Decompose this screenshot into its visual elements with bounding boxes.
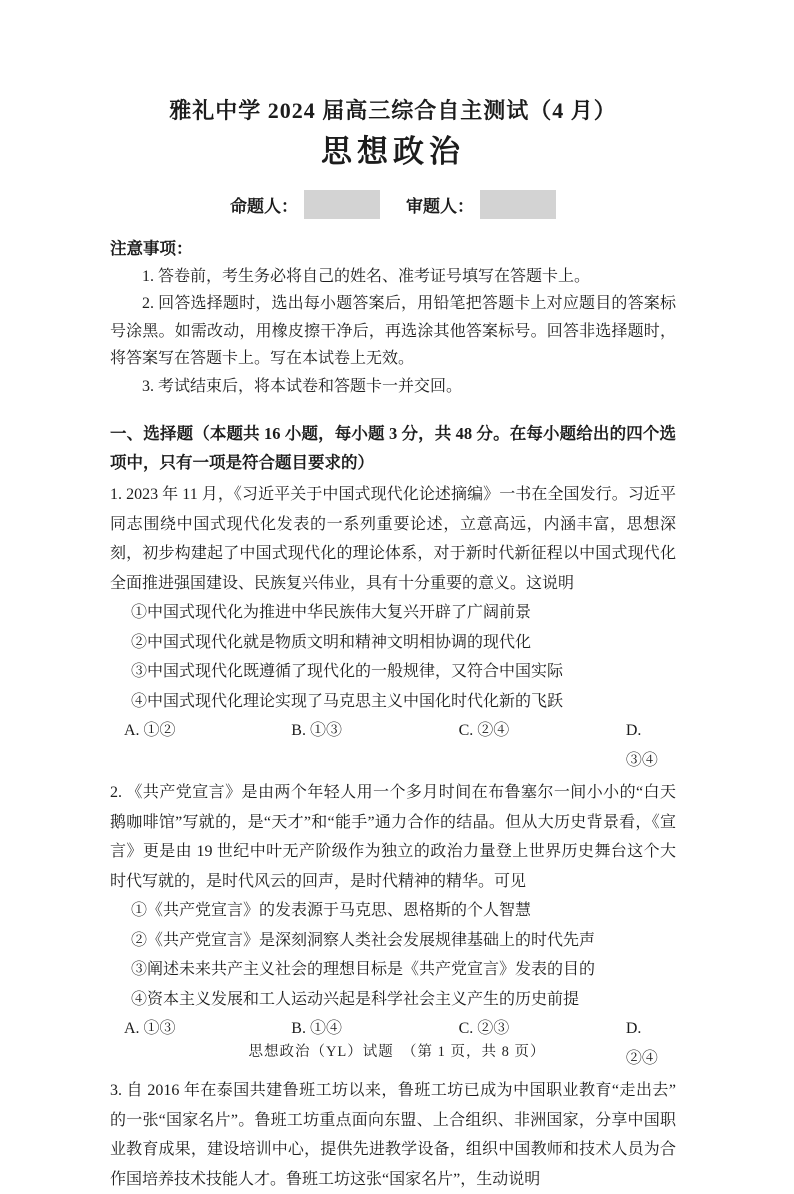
question-option: ①《共产党宣言》的发表源于马克思、恩格斯的个人智慧: [131, 902, 532, 919]
choice-a: A. ①②: [124, 722, 176, 739]
question-2: [110, 778, 676, 1073]
section-heading: 一、选择题（本题共 16 小题，每小题 3 分，共 48 分。在每小题给出的四个选项中，只有一项是符合题目要求的）: [110, 424, 676, 472]
notice-heading: 注意事项：: [110, 239, 193, 258]
subject-title: 思想政治: [321, 134, 465, 169]
notice-item: 2. 回答选择题时，选出每小题答案后，用铅笔把答题卡上对应题目的答案标号涂黑。如需改动，用橡皮擦干净后，再选涂其他答案标号。回答非选择题时，将答案写在答题卡上。写在本试卷上无效。: [110, 295, 676, 367]
question-option: ①中国式现代化为推进中华民族伟大复兴开辟了广阔前景: [131, 604, 532, 621]
choice-d: D. ③④: [625, 722, 658, 769]
question-stem: 2. 《共产党宣言》是由两个年轻人用一个多月时间在布鲁塞尔一间小小的“白天鹅咖啡馆”写就的，是“天才”和“能手”通力合作的结晶。但从大历史背景看，《宣言》更是由 19 世纪中叶无产阶级作为独立的政治力量登上世界历史舞台这个大时代写就的，是时代风云的回声，是时代精神的精华。可见: [110, 784, 676, 890]
authors-row: [110, 190, 676, 219]
choice-b: B. ①④: [291, 1020, 342, 1037]
question-option: ②中国式现代化就是物质文明和精神文明相协调的现代化: [131, 633, 532, 651]
question-option: ④中国式现代化理论实现了马克思主义中国化时代化新的飞跃: [131, 692, 564, 710]
setter-redaction-box: [304, 190, 380, 219]
reviewer-group: [406, 190, 556, 219]
question-option: ③阐述未来共产主义社会的理想目标是《共产党宣言》发表的目的: [131, 961, 596, 978]
notice-item: 1. 答卷前，考生务必将自己的姓名、准考证号填写在答题卡上。: [142, 267, 591, 285]
page-content: [110, 96, 676, 1194]
question-option: ②《共产党宣言》是深刻洞察人类社会发展规律基础上的时代先声: [131, 931, 596, 949]
page-footer: 思想政治（YL）试题 （第 1 页，共 8 页）: [248, 1044, 546, 1060]
question-option: ③中国式现代化既遵循了现代化的一般规律，又符合中国实际: [131, 663, 564, 680]
setter-group: [230, 190, 380, 219]
notice-section: [110, 235, 676, 400]
question-1: [110, 480, 676, 775]
notice-item: 3. 考试结束后，将本试卷和答题卡一并交回。: [142, 377, 463, 395]
question-stem: 3. 自 2016 年在泰国共建鲁班工坊以来，鲁班工坊已成为中国职业教育“走出去”的一张“国家名片”。鲁班工坊重点面向东盟、上合组织、非洲国家，分享中国职业教育成果，建设培训中心，提供先进教学设备，组织中国教师和技术人员为合作国培养技术技能人才。鲁班工坊这张“国家名片”，生动说明: [110, 1082, 676, 1188]
reviewer-label: 审题人：: [406, 197, 474, 216]
question-stem: 1. 2023 年 11 月，《习近平关于中国式现代化论述摘编》一书在全国发行。习近平同志围绕中国式现代化发表的一系列重要论述，立意高远，内涵丰富，思想深刻，初步构建起了中国式现代化的理论体系，对于新时代新征程以中国式现代化全面推进强国建设、民族复兴伟业，具有十分重要的意义。这说明: [110, 486, 676, 592]
choice-d: D. ②④: [625, 1020, 658, 1067]
setter-label: 命题人：: [230, 197, 298, 216]
choice-row: [110, 716, 676, 775]
choice-a: A. ①③: [124, 1020, 176, 1037]
choice-b: B. ①③: [291, 722, 342, 739]
question-option: ④资本主义发展和工人运动兴起是科学社会主义产生的历史前提: [131, 990, 580, 1008]
page-title: 雅礼中学 2024 届高三综合自主测试（4 月）: [169, 98, 617, 123]
reviewer-redaction-box: [480, 190, 556, 219]
choice-c: C. ②④: [458, 722, 510, 739]
choice-c: C. ②③: [458, 1020, 510, 1037]
question-3: [110, 1076, 676, 1194]
